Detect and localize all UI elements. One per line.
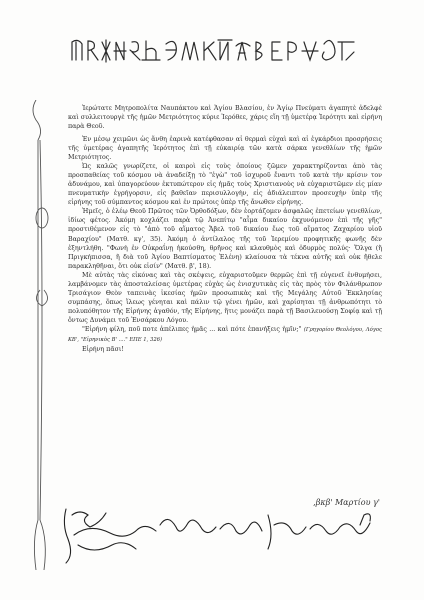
quote-line — [68, 325, 382, 345]
quote-text: "Εἰρήνη φίλη, ποῦ ποτε ἀπέλιπες ἡμᾶς ... καὶ πότε ἐπανήξεις ἡμῖν;" — [82, 325, 302, 333]
handwritten-signature — [60, 505, 380, 565]
letter-salutation — [68, 104, 382, 131]
quote-citation: (Γρηγορίου Θεολόγου, Λόγος ΚΒ', "Εἰρηνικὸς Β' ...." ΕΠΕ 1, 326) — [68, 326, 382, 344]
body-paragraph: Ἐν μέσῳ χειμῶνι ὡς ἄνθη ἐαρινὰ κατέφθασαν αἱ θερμαὶ εὐχαὶ καὶ αἱ ἐγκάρδιοι προσρήσεις τῆς ὑμετέρας ἀγαπητῆς Ἱερότητος ἐπὶ τῇ εὐκαιρίᾳ τῶν κατὰ σάρκα γενεθλίων τῆς ἡμῶν Μετριότητος. — [68, 136, 382, 162]
ornate-header-banner — [70, 38, 358, 64]
body-paragraph: Ἡμεῖς, ὁ ἐλέῳ Θεοῦ Πρῶτος τῶν Ὀρθοδόξων, δὲν ἑορτάζομεν ἀσφαλῶς ἐπετείων γενεθλίων, ἰδίως φέτος. Ἀκόμη κοχλάζει παρὰ τῷ Ἀνεπίτῳ "αἷμα δικαίου ἐκχυνόμενον ἐπὶ τῆς γῆς" προστιθέμενον εἰς τὸ "ἀπὸ τοῦ αἵματος Ἄβελ τοῦ δικαίου ἕως τοῦ αἵματος Ζαχαρίου υἱοῦ Βαραχίου" (Ματθ. κγ', 35). Ἀκόμη ὁ ἀντίλαλος τῆς τοῦ Ἱερεμίου προφητικῆς φωνῆς δὲν ἐξηντλήθη. "Φωνὴ ἐν Οὐκραΐνῃ ἠκούσθη, θρῆνος καὶ κλαυθμὸς καὶ ὀδυρμὸς πολύς· Ὄλγα (ἢ Πριγκήπισσα, ἢ διὰ τοῦ Ἁγίου Βαπτίσματος Ἑλένη) κλαίουσα τὰ τέκνα αὐτῆς καὶ οὐκ ἤθελε παρακληθῆναι, ὅτι οὐκ εἰσίν" (Ματθ. β', 18). — [68, 208, 382, 270]
closing-line: Εἰρήνη πᾶσι! — [82, 346, 124, 354]
body-paragraph: Μὲ αὐτὰς τὰς εἰκόνας καὶ τὰς σκέψεις, εὐχαριστοῦμεν θερμῶς ἐπὶ τῇ εὐγενεῖ ἐνθυμήσει, λαμβάνομεν τὰς ἀποσταλείσας ὑμετέρας εὐχὰς ὡς ἐνισχυτικὰς εἰς τὰς πρὸς τὸν Φιλάνθρωπον Τρισάγιον Θεὸν ταπεινὰς ἱκεσίας ἡμῶν προσωπικὰς καὶ τῆς Μεγάλης Αὐτοῦ Ἐκκλησίας συμπάσης, ὅπως ἵλεως γένηται καὶ πάλιν τῷ γένει ἡμῶν, καὶ χαρίσηται τῇ ἀνθρωπότητι τὸ πολυπόθητον τῆς Εἰρήνης ἀγαθόν, τῆς Εἰρήνης, ἥτις μονάζει παρὰ τῇ Βασιλευούσῃ Σοφίᾳ καὶ τῇ ὄντως Δυνάμει τοῦ Ἐνσάρκου Λόγου. — [68, 271, 382, 324]
letter-body — [68, 135, 382, 354]
salutation-text: Ἱερώτατε Μητροπολίτα Ναυπάκτου καὶ Ἁγίου Βλασίου, ἐν Ἁγίῳ Πνεύματι ἀγαπητὲ ἀδελφὲ καὶ συλλειτουργὲ τῆς ἡμῶν Μετριότητος κύριε Ἱερόθεε, χάρις εἴη τῇ ὑμετέρᾳ Ἱερότητι καὶ εἰρήνη παρὰ Θεοῦ. — [68, 105, 382, 131]
body-paragraph: Ὡς καλῶς γνωρίζετε, οἱ καιροὶ εἰς τοὺς ὁποίους ζῶμεν χαρακτηρίζονται ἀπὸ τὰς προσπαθείας τοῦ κόσμου νὰ ἀναδείξῃ τὸ "ἐγὼ" τοῦ ἰσχυροῦ ἔναντι τοῦ κατὰ τὴν κρίσιν τον ἀδυνάμου, καὶ ὑπαγορεύουν ἐκτυπώτερον εἰς ἡμᾶς τοὺς Χριστιανοὺς νὰ εὐχαριστῶμεν εἰς μίαν πνευματικὴν ἐγρήγορσιν, εἰς βαθεῖαν περισυλλογὴν, εἰς ἀδιάλειπτον προσευχὴν ὑπὲρ τῆς εἰρήνης τοῦ σύμπαντος κόσμου καὶ ἐν πρώτοις ὑπὲρ τῆς ἄνωθεν εἰρήνης. — [68, 163, 382, 207]
date-line: ‚βκβ' Μαρτίου γ' — [313, 498, 380, 507]
